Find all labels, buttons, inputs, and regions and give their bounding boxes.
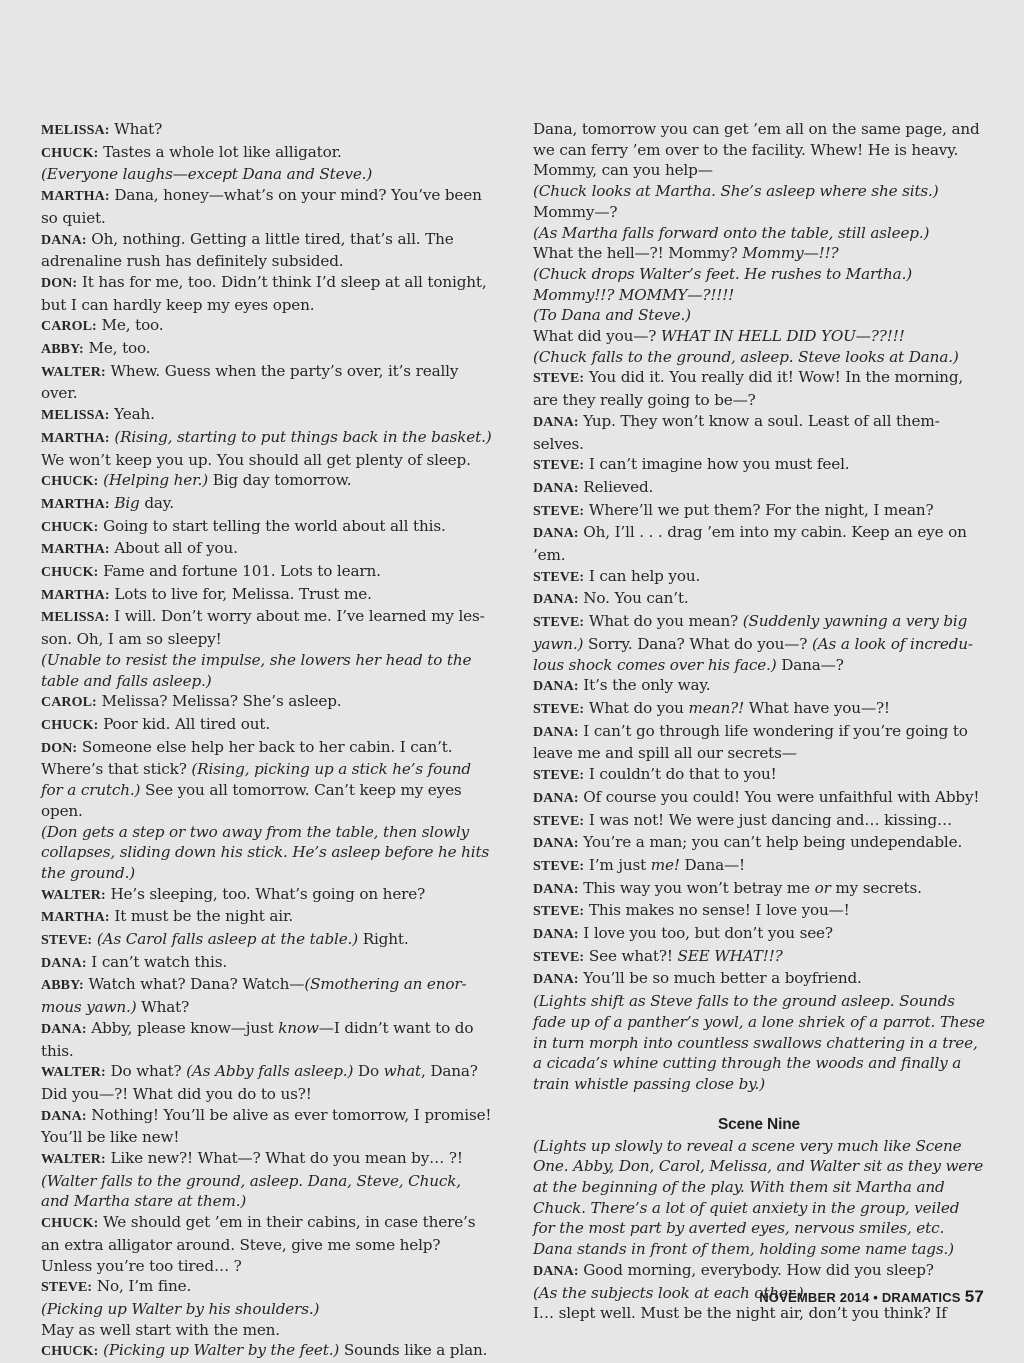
line-text: I love you too, but don’t you see? <box>583 924 833 943</box>
speaker-name: STEVE: <box>533 615 585 631</box>
speaker-name: DANA: <box>533 836 579 852</box>
line-text: Oh, I’ll . . . drag ’em into my cabin. Keep an eye on ’em. <box>533 523 967 565</box>
dialogue-line <box>533 810 985 833</box>
dialogue-line <box>533 566 985 589</box>
italic-text: mean?! <box>688 698 745 717</box>
line-text: Right. <box>358 930 409 949</box>
line-text: You’re a man; you can’t help being undependable. <box>583 833 963 852</box>
line-text: What do you <box>588 698 689 717</box>
speaker-name: STEVE: <box>533 768 585 784</box>
speaker-name: CHUCK: <box>41 1344 99 1360</box>
line-text: This way you won’t betray me <box>583 878 815 897</box>
dialogue-line <box>41 1148 493 1171</box>
dialogue-line <box>533 675 985 698</box>
italic-text: (Smothering an enormous yawn.) <box>41 975 467 1017</box>
line-text: Oh, nothing. Getting a little tired, that’s all. The adrenaline rush has definitely subsided. <box>41 229 454 271</box>
line-text: I’m just <box>588 855 651 874</box>
dialogue-line <box>41 538 493 561</box>
stage-direction <box>533 347 985 368</box>
speaker-name: STEVE: <box>533 371 585 387</box>
stage-direction <box>533 285 985 306</box>
italic-text: (To Dana and Steve.) <box>533 306 691 325</box>
dialogue-line <box>41 338 493 361</box>
line-text: Big day tomorrow. <box>208 471 352 490</box>
dialogue-line <box>41 493 493 516</box>
stage-direction <box>41 1299 493 1320</box>
dialogue-line <box>533 968 985 991</box>
speaker-name: MELISSA: <box>41 123 110 138</box>
dialogue-line <box>41 714 493 737</box>
line-text: No, I’m fine. <box>96 1277 192 1296</box>
line-text: What? <box>136 998 190 1017</box>
speaker-name: WALTER: <box>41 364 106 380</box>
speaker-name: MARTHA: <box>41 910 110 926</box>
dialogue-line <box>533 500 985 523</box>
line-text: See you all tomorrow. Can’t keep my eyes open. <box>41 781 462 820</box>
line-text: What do you mean? <box>588 612 743 631</box>
italic-text: (Everyone laughs—except Dana and Steve.) <box>41 165 373 184</box>
right-column <box>533 119 985 1324</box>
line-text: Relieved. <box>583 477 654 496</box>
speaker-name: DANA: <box>533 927 579 943</box>
line-text: See what?! <box>588 946 678 965</box>
dialogue-line <box>41 952 493 975</box>
dialogue-line <box>41 906 493 929</box>
line-text: Going to start telling the world about all this. <box>103 516 446 535</box>
line-text: What did you—? <box>533 327 661 346</box>
line-text: I can’t go through life wondering if you’re going to leave me and spill all our secrets— <box>533 721 968 763</box>
dialogue-line <box>41 1276 493 1299</box>
dialogue-line <box>533 698 985 721</box>
line-text: Me, too. <box>88 339 151 358</box>
speaker-name: DANA: <box>533 790 579 806</box>
dialogue-line <box>41 516 493 539</box>
speaker-name: MARTHA: <box>41 496 110 512</box>
speaker-name: DANA: <box>533 881 579 897</box>
dialogue-line <box>41 1212 493 1276</box>
line-text: Melissa? Melissa? She’s asleep. <box>101 692 342 711</box>
line-text: What have you—?! <box>744 698 890 717</box>
italic-text: (Walter falls to the ground, asleep. Dana, Steve, Chuck, and Martha stare at them.) <box>41 1171 461 1211</box>
dialogue-line <box>533 411 985 454</box>
stage-direction <box>533 181 985 202</box>
dialogue-line <box>41 315 493 338</box>
speaker-name: MARTHA: <box>41 587 110 603</box>
speaker-name: DANA: <box>533 724 579 740</box>
stage-direction <box>533 119 985 181</box>
line-text: Of course you could! You were unfaithful with Abby! <box>583 787 980 806</box>
dialogue-line <box>41 561 493 584</box>
line-text: Watch what? Dana? Watch— <box>88 975 305 994</box>
speaker-name: DANA: <box>533 1263 579 1279</box>
italic-text: (Chuck falls to the ground, asleep. Steve looks at Dana.) <box>533 347 959 366</box>
speaker-name: STEVE: <box>533 813 585 829</box>
speaker-name: ABBY: <box>41 342 84 358</box>
line-text: Someone else help her back to her cabin. I can’t. Where’s that stick? <box>41 737 453 779</box>
dialogue-line <box>41 361 493 404</box>
dialogue-line <box>41 1105 493 1148</box>
speaker-name: CAROL: <box>41 695 97 711</box>
dialogue-line <box>41 119 493 142</box>
stage-direction <box>41 650 493 691</box>
line-text: Sounds like a plan. <box>339 1341 488 1360</box>
dialogue-line <box>41 691 493 714</box>
speaker-name: ABBY: <box>41 978 84 994</box>
italic-text: (Suddenly yawning a very big yawn.) <box>533 612 968 653</box>
speaker-name: STEVE: <box>533 503 585 519</box>
speaker-name: STEVE: <box>533 458 585 474</box>
dialogue-line <box>533 721 985 764</box>
italic-text: (Rising, starting to put things back in the basket.) <box>114 427 492 446</box>
dialogue-line <box>533 611 985 675</box>
stage-direction <box>533 326 985 347</box>
line-text: It must be the night air. <box>114 907 294 926</box>
italic-text: (Helping her.) <box>103 471 209 490</box>
footer-issue: NOVEMBER 2014 • DRAMATICS <box>759 1290 961 1305</box>
stage-direction <box>533 1136 985 1260</box>
speaker-name: DANA: <box>533 480 579 496</box>
italic-text: (Chuck looks at Martha. She’s asleep where she sits.) <box>533 182 939 201</box>
dialogue-line <box>41 470 493 493</box>
dialogue-line <box>41 1018 493 1061</box>
dialogue-line <box>533 764 985 787</box>
left-column <box>41 119 493 1363</box>
dialogue-line <box>41 606 493 649</box>
line-text: Good morning, everybody. How did you sleep? <box>583 1260 934 1279</box>
line-text: I couldn’t do that to you! <box>588 765 777 784</box>
italic-text: or <box>814 878 831 897</box>
dialogue-line <box>533 477 985 500</box>
speaker-name: WALTER: <box>41 1065 106 1081</box>
italic-text: (As the subjects look at each other.) <box>533 1283 804 1302</box>
stage-direction <box>533 243 985 264</box>
dialogue-line <box>533 946 985 969</box>
line-text: About all of you. <box>114 539 238 558</box>
stage-direction <box>41 164 493 185</box>
dialogue-line <box>41 427 493 470</box>
line-text: Lots to live for, Melissa. Trust me. <box>114 584 372 603</box>
line-text: This makes no sense! I love you—! <box>588 901 850 920</box>
line-text: Where’ll we put them? For the night, I mean? <box>588 500 934 519</box>
speaker-name: STEVE: <box>533 858 585 874</box>
speaker-name: DON: <box>41 275 78 291</box>
italic-text: (Unable to resist the impulse, she lowers her head to the table and falls asleep.) <box>41 650 472 690</box>
italic-text: Mommy!!? MOMMY—?!!!! <box>533 285 735 304</box>
italic-text: (Lights shift as Steve falls to the ground asleep. Sounds fade up of a panther’s yowl, a lone shriek of a parrot. These in turn morph into countless swallows chattering in a tree, a cicada’s whine cutting through the woods and finally a train whistle passing close by.) <box>533 992 985 1093</box>
line-text: You’ll be so much better a boyfriend. <box>583 969 862 988</box>
speaker-name: DANA: <box>533 972 579 988</box>
line-text: , Dana? Did you—?! What did you do to us?! <box>41 1062 478 1103</box>
speaker-name: STEVE: <box>41 933 93 949</box>
speaker-name: DANA: <box>41 1108 87 1124</box>
speaker-name: MARTHA: <box>41 189 110 205</box>
speaker-name: CAROL: <box>41 319 97 335</box>
speaker-name: DANA: <box>41 1021 87 1037</box>
stage-direction <box>533 305 985 326</box>
line-text: You did it. You really did it! Wow! In the morning, are they really going to be—? <box>533 368 964 410</box>
italic-text: know <box>278 1018 319 1037</box>
italic-text: (Lights up slowly to reveal a scene very much like Scene One. Abby, Don, Carol, Melissa, and Walter sit as they were at the beginning of the play. With them sit Martha and Chuck. There’s a lot of quiet anxiety in the group, veiled for the most part by averted eyes, nervous smiles, etc. Dana stands in front of them, holding some name tags.) <box>533 1136 984 1259</box>
italic-text: (Rising, picking up a stick he’s found for a crutch.) <box>41 760 471 800</box>
line-text: Me, too. <box>101 316 164 335</box>
speaker-name: STEVE: <box>533 904 585 920</box>
dialogue-line <box>41 185 493 228</box>
speaker-name: DANA: <box>41 955 87 971</box>
speaker-name: MARTHA: <box>41 430 110 446</box>
speaker-name: DANA: <box>533 679 579 695</box>
line-text: Do <box>353 1062 384 1081</box>
dialogue-line <box>533 454 985 477</box>
stage-direction <box>533 264 985 285</box>
dialogue-line <box>41 584 493 607</box>
line-text: Dana, tomorrow you can get ’em all on the same page, and we can ferry ’em over to the facility. Whew! He is heavy. Mommy, can you help— <box>533 120 980 180</box>
italic-text: (As Martha falls forward onto the table, still asleep.) <box>533 223 930 242</box>
dialogue-line <box>533 787 985 810</box>
dialogue-line <box>533 832 985 855</box>
speaker-name: STEVE: <box>533 569 585 585</box>
page-number: 57 <box>964 1287 984 1306</box>
italic-text: me! <box>650 855 680 874</box>
speaker-name: DANA: <box>41 232 87 248</box>
line-text: Mommy—? <box>533 202 618 221</box>
stage-direction <box>41 1171 493 1212</box>
line-text: I was not! We were just dancing and… kissing… <box>588 810 953 829</box>
stage-direction <box>533 991 985 1095</box>
line-text: Dana—! <box>679 855 745 874</box>
speaker-name: STEVE: <box>41 1280 93 1296</box>
line-text: We should get ’em in their cabins, in case there’s an extra alligator around. Steve, give me some help? Unless you’re too tired… ? <box>41 1213 476 1275</box>
stage-direction <box>41 822 493 884</box>
speaker-name: STEVE: <box>533 701 585 717</box>
dialogue-line <box>41 884 493 907</box>
speaker-name: CHUCK: <box>41 474 99 490</box>
italic-text: WHAT IN HELL DID YOU—??!!! <box>660 327 905 346</box>
dialogue-line <box>41 974 493 1017</box>
line-text: Dana, honey—what’s on your mind? You’ve been so quiet. <box>41 186 482 227</box>
line-text: Tastes a whole lot like alligator. <box>103 142 342 161</box>
speaker-name: CHUCK: <box>41 717 99 733</box>
dialogue-line <box>41 929 493 952</box>
line-text: No. You can’t. <box>583 589 689 608</box>
line-text: What? <box>114 120 163 138</box>
right-column-dialogue <box>533 119 985 1095</box>
italic-text: SEE WHAT!!? <box>677 946 783 965</box>
italic-text: (As Carol falls asleep at the table.) <box>96 930 359 949</box>
speaker-name: CHUCK: <box>41 1216 99 1232</box>
italic-text: (Chuck drops Walter’s feet. He rushes to Martha.) <box>533 264 913 283</box>
line-text: Dana—? <box>776 655 844 674</box>
line-text: May as well start with the men. <box>41 1320 280 1339</box>
italic-text: Mommy—!!? <box>742 244 839 263</box>
stage-direction <box>41 1320 493 1341</box>
speaker-name: MELISSA: <box>41 610 110 626</box>
italic-text: (As a look of incredulous shock comes over his face.) <box>533 634 974 674</box>
line-text: Do what? <box>110 1062 187 1081</box>
line-text: Like new?! What—? What do you mean by… ?! <box>110 1149 463 1168</box>
line-text: Yeah. <box>114 405 155 424</box>
italic-text: Big <box>114 493 140 512</box>
page-footer <box>759 1287 984 1307</box>
line-text: —I didn’t want to do this. <box>41 1018 474 1060</box>
line-text: I… slept well. Must be the night air, don’t you think? If <box>533 1304 947 1323</box>
line-text: It’s the only way. <box>583 676 711 695</box>
dialogue-line <box>533 522 985 565</box>
line-text: Nothing! You’ll be alive as ever tomorrow, I promise! You’ll be like new! <box>41 1105 492 1147</box>
line-text: We won’t keep you up. You should all get plenty of sleep. <box>41 450 471 469</box>
dialogue-line <box>533 900 985 923</box>
speaker-name: DON: <box>41 740 78 756</box>
italic-text: (Don gets a step or two away from the table, then slowly collapses, sliding down his stick. He’s asleep before he hits the ground.) <box>41 822 490 882</box>
speaker-name: STEVE: <box>533 949 585 965</box>
speaker-name: WALTER: <box>41 1152 106 1168</box>
line-text: my secrets. <box>830 878 922 897</box>
italic-text: (Picking up Walter by the feet.) <box>103 1341 340 1360</box>
italic-text: what <box>383 1062 421 1081</box>
speaker-name: DANA: <box>533 414 579 430</box>
dialogue-line <box>41 404 493 427</box>
stage-direction <box>533 223 985 244</box>
dialogue-line <box>41 1340 493 1363</box>
dialogue-line <box>533 855 985 878</box>
italic-text: (Picking up Walter by his shoulders.) <box>41 1299 320 1318</box>
line-text: What the hell—?! Mommy? <box>533 244 743 263</box>
line-text: Abby, please know—just <box>91 1018 279 1037</box>
speaker-name: WALTER: <box>41 887 106 903</box>
line-text: Sorry. Dana? What do you—? <box>583 634 812 653</box>
speaker-name: DANA: <box>533 592 579 608</box>
line-text: It has for me, too. Didn’t think I’d sleep at all tonight, but I can hardly keep my eyes open. <box>41 272 487 314</box>
speaker-name: CHUCK: <box>41 519 99 535</box>
dialogue-line <box>41 272 493 315</box>
dialogue-line <box>41 142 493 165</box>
line-text: Whew. Guess when the party’s over, it’s really over. <box>41 361 459 403</box>
dialogue-line <box>533 588 985 611</box>
stage-direction <box>533 202 985 223</box>
line-text: I can’t watch this. <box>91 952 228 971</box>
speaker-name: CHUCK: <box>41 145 99 161</box>
line-text: Yup. They won’t know a soul. Least of all themselves. <box>533 411 940 453</box>
dialogue-line <box>41 737 493 822</box>
italic-text: (As Abby falls asleep.) <box>186 1062 354 1081</box>
scene-heading: Scene Nine <box>717 1115 801 1133</box>
line-text: He’s sleeping, too. What’s going on here? <box>110 884 426 903</box>
speaker-name: MARTHA: <box>41 542 110 558</box>
dialogue-line <box>533 1260 985 1283</box>
line-text: Fame and fortune 101. Lots to learn. <box>103 562 381 581</box>
dialogue-line <box>533 923 985 946</box>
speaker-name: MELISSA: <box>41 408 110 424</box>
dialogue-line <box>533 878 985 901</box>
dialogue-line <box>41 229 493 272</box>
dialogue-line <box>41 1061 493 1104</box>
dialogue-line <box>533 367 985 410</box>
speaker-name: CHUCK: <box>41 565 99 581</box>
line-text: I can’t imagine how you must feel. <box>588 455 850 474</box>
line-text: Poor kid. All tired out. <box>103 714 271 733</box>
line-text: day. <box>139 493 174 512</box>
line-text: I can help you. <box>588 566 701 585</box>
line-text: I will. Don’t worry about me. I’ve learned my lesson. Oh, I am so sleepy! <box>41 607 485 649</box>
speaker-name: DANA: <box>533 526 579 542</box>
